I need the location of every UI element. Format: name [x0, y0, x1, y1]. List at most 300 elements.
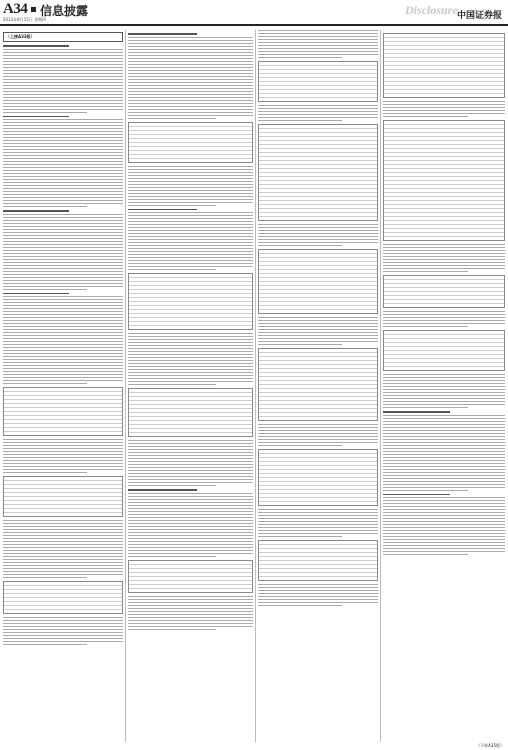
text-line — [128, 94, 253, 95]
text-line — [128, 37, 253, 38]
text-line — [128, 614, 253, 615]
text-line — [258, 54, 378, 55]
text-line — [128, 236, 253, 237]
text-line — [3, 283, 123, 284]
text-line — [383, 113, 505, 114]
text-line — [128, 473, 253, 474]
text-line — [128, 336, 253, 337]
text-line — [383, 536, 505, 537]
text-line — [258, 599, 378, 600]
text-line — [383, 101, 505, 102]
page-number: A34 — [3, 1, 28, 17]
text-line — [3, 137, 123, 138]
continuation-note: （上接A33版） — [6, 34, 35, 39]
text-line — [3, 617, 123, 618]
text-line — [128, 269, 216, 270]
text-line — [383, 386, 505, 387]
text-line — [3, 383, 87, 384]
text-line — [3, 359, 123, 360]
text-line — [128, 366, 253, 367]
article-columns — [3, 30, 505, 742]
text-line — [128, 115, 253, 116]
text-line — [3, 286, 123, 287]
text-line — [128, 82, 253, 83]
text-line — [3, 547, 123, 548]
text-line — [3, 274, 123, 275]
text-line — [3, 200, 123, 201]
text-line — [128, 76, 253, 77]
text-line — [3, 353, 123, 354]
data-table — [383, 275, 505, 308]
page-header — [0, 0, 508, 26]
text-line — [383, 512, 505, 513]
text-line — [3, 79, 123, 80]
text-line — [3, 73, 123, 74]
text-line — [3, 143, 123, 144]
text-line — [258, 515, 378, 516]
text-line — [3, 58, 123, 59]
text-line — [128, 520, 253, 521]
text-line — [128, 455, 253, 456]
text-line — [128, 623, 253, 624]
text-line — [3, 161, 123, 162]
text-line — [383, 460, 505, 461]
text-line — [258, 584, 378, 585]
text-line — [128, 629, 216, 630]
text-line — [3, 256, 123, 257]
data-table — [128, 273, 253, 330]
text-line — [258, 530, 378, 531]
text-line — [3, 203, 123, 204]
text-line — [128, 360, 253, 361]
text-line — [128, 541, 253, 542]
text-line — [258, 227, 378, 228]
text-line — [3, 523, 123, 524]
text-line — [258, 518, 378, 519]
text-line — [383, 326, 468, 327]
text-line — [3, 296, 123, 297]
text-line — [3, 197, 123, 198]
text-line — [128, 544, 253, 545]
text-line — [128, 508, 253, 509]
text-line — [258, 233, 378, 234]
text-line — [3, 368, 123, 369]
text-line — [383, 244, 505, 245]
text-line — [258, 439, 378, 440]
text-line — [128, 354, 253, 355]
data-table — [258, 540, 378, 581]
subheading-line — [3, 45, 69, 47]
text-line — [258, 533, 378, 534]
text-line — [383, 469, 505, 470]
data-table — [383, 120, 505, 241]
text-line — [258, 117, 378, 118]
subheading-line — [3, 293, 69, 295]
text-line — [3, 182, 123, 183]
text-line — [383, 421, 505, 422]
text-line — [383, 487, 505, 488]
text-line — [3, 265, 123, 266]
text-line — [383, 430, 505, 431]
text-line — [258, 30, 378, 31]
text-line — [3, 112, 87, 113]
text-line — [3, 565, 123, 566]
text-line — [3, 64, 123, 65]
issue-date: 2013年8月15日 星期四 — [3, 17, 47, 22]
text-line — [3, 535, 123, 536]
text-line — [3, 262, 123, 263]
text-line — [258, 427, 378, 428]
text-line — [128, 169, 253, 170]
text-line — [3, 320, 123, 321]
text-line — [258, 57, 342, 58]
text-line — [3, 341, 123, 342]
text-line — [383, 490, 468, 491]
text-line — [3, 185, 123, 186]
text-line — [128, 482, 253, 483]
text-line — [383, 433, 505, 434]
text-line — [383, 104, 505, 105]
text-line — [3, 250, 123, 251]
text-line — [383, 395, 505, 396]
text-line — [383, 451, 505, 452]
text-column-4 — [383, 30, 505, 742]
text-line — [3, 206, 87, 207]
text-line — [128, 181, 253, 182]
text-line — [3, 335, 123, 336]
table-row — [259, 310, 377, 313]
text-line — [3, 571, 123, 572]
text-line — [3, 76, 123, 77]
data-table — [258, 124, 378, 221]
text-line — [3, 302, 123, 303]
text-line — [3, 152, 123, 153]
text-line — [3, 577, 87, 578]
text-line — [3, 362, 123, 363]
text-line — [258, 323, 378, 324]
text-line — [258, 596, 378, 597]
text-line — [128, 384, 216, 385]
section-title: 信息披露 — [40, 4, 89, 18]
text-line — [3, 442, 123, 443]
continuation-box — [3, 32, 123, 42]
text-line — [128, 227, 253, 228]
text-line — [128, 166, 253, 167]
table-row — [384, 94, 504, 97]
text-line — [3, 454, 123, 455]
text-line — [383, 404, 505, 405]
text-line — [3, 158, 123, 159]
text-line — [128, 502, 253, 503]
text-line — [3, 299, 123, 300]
text-line — [383, 554, 468, 555]
text-line — [258, 48, 378, 49]
text-line — [383, 247, 505, 248]
text-line — [258, 593, 378, 594]
text-line — [383, 398, 505, 399]
text-line — [128, 263, 253, 264]
text-line — [3, 632, 123, 633]
text-line — [3, 314, 123, 315]
text-line — [128, 493, 253, 494]
text-line — [128, 70, 253, 71]
text-line — [128, 333, 253, 334]
square-bullet-icon — [31, 7, 36, 12]
text-line — [383, 545, 505, 546]
text-line — [128, 440, 253, 441]
text-line — [3, 67, 123, 68]
text-line — [3, 259, 123, 260]
text-line — [258, 341, 378, 342]
text-line — [128, 505, 253, 506]
text-line — [383, 509, 505, 510]
text-line — [128, 230, 253, 231]
text-line — [3, 329, 123, 330]
text-line — [258, 524, 378, 525]
table-row — [259, 577, 377, 580]
text-line — [383, 268, 505, 269]
text-line — [3, 326, 123, 327]
text-line — [258, 326, 378, 327]
text-line — [128, 175, 253, 176]
text-line — [258, 230, 378, 231]
text-line — [383, 539, 505, 540]
data-table — [383, 330, 505, 371]
data-table — [258, 61, 378, 102]
text-line — [383, 506, 505, 507]
text-line — [128, 596, 253, 597]
text-line — [383, 454, 505, 455]
text-line — [383, 250, 505, 251]
text-line — [383, 271, 468, 272]
text-line — [258, 39, 378, 40]
subheading-line — [128, 209, 197, 211]
text-line — [383, 107, 505, 108]
text-line — [3, 305, 123, 306]
text-line — [128, 260, 253, 261]
newspaper-logo: 中国证券报 — [456, 11, 502, 21]
text-line — [3, 146, 123, 147]
text-line — [383, 530, 505, 531]
text-line — [128, 470, 253, 471]
text-line — [128, 103, 253, 104]
text-line — [3, 550, 123, 551]
text-line — [3, 439, 123, 440]
text-line — [383, 407, 468, 408]
subheading-line — [383, 494, 450, 496]
text-line — [383, 503, 505, 504]
text-line — [3, 52, 123, 53]
text-line — [128, 43, 253, 44]
text-line — [3, 380, 123, 381]
text-line — [128, 461, 253, 462]
text-line — [3, 344, 123, 345]
text-line — [3, 638, 123, 639]
text-line — [3, 377, 123, 378]
text-line — [3, 466, 123, 467]
text-line — [258, 590, 378, 591]
text-line — [383, 497, 505, 498]
text-line — [3, 232, 123, 233]
text-line — [128, 620, 253, 621]
text-line — [3, 164, 123, 165]
text-line — [383, 323, 505, 324]
text-line — [128, 100, 253, 101]
text-line — [3, 49, 123, 50]
text-line — [258, 509, 378, 510]
text-line — [383, 466, 505, 467]
text-line — [128, 233, 253, 234]
text-line — [383, 524, 505, 525]
text-line — [258, 605, 342, 606]
text-line — [128, 553, 253, 554]
text-line — [258, 335, 378, 336]
text-line — [383, 445, 505, 446]
text-line — [3, 568, 123, 569]
text-line — [258, 445, 342, 446]
text-line — [383, 424, 505, 425]
text-line — [383, 518, 505, 519]
text-column-2 — [128, 30, 253, 742]
text-line — [383, 418, 505, 419]
text-line — [383, 457, 505, 458]
table-row — [384, 367, 504, 370]
text-line — [3, 94, 123, 95]
text-line — [3, 173, 123, 174]
text-line — [128, 556, 216, 557]
data-table — [128, 122, 253, 163]
continued-note: （下转A35版） — [476, 743, 504, 748]
text-line — [3, 472, 87, 473]
text-line — [3, 226, 123, 227]
text-line — [128, 608, 253, 609]
text-line — [383, 401, 505, 402]
text-line — [3, 244, 123, 245]
text-line — [3, 229, 123, 230]
text-line — [3, 109, 123, 110]
text-line — [128, 496, 253, 497]
text-line — [128, 514, 253, 515]
text-line — [383, 110, 505, 111]
text-line — [128, 605, 253, 606]
text-line — [128, 64, 253, 65]
text-line — [128, 357, 253, 358]
text-line — [258, 108, 378, 109]
text-line — [128, 523, 253, 524]
text-line — [128, 369, 253, 370]
text-line — [3, 241, 123, 242]
text-line — [3, 460, 123, 461]
text-line — [258, 239, 378, 240]
text-line — [258, 236, 378, 237]
text-line — [128, 221, 253, 222]
subheading-line — [3, 210, 69, 212]
text-line — [3, 562, 123, 563]
text-line — [383, 415, 505, 416]
text-line — [128, 215, 253, 216]
text-line — [3, 374, 123, 375]
text-line — [258, 329, 378, 330]
text-line — [3, 451, 123, 452]
text-line — [128, 109, 253, 110]
text-line — [128, 187, 253, 188]
text-line — [3, 70, 123, 71]
text-line — [3, 541, 123, 542]
text-line — [128, 526, 253, 527]
text-line — [3, 323, 123, 324]
text-line — [383, 259, 505, 260]
text-line — [3, 526, 123, 527]
text-line — [258, 245, 342, 246]
text-line — [3, 559, 123, 560]
text-line — [128, 49, 253, 50]
text-line — [128, 446, 253, 447]
text-line — [3, 91, 123, 92]
text-line — [383, 380, 505, 381]
text-line — [128, 617, 253, 618]
text-line — [128, 345, 253, 346]
text-line — [258, 338, 378, 339]
text-line — [3, 463, 123, 464]
text-line — [383, 533, 505, 534]
text-line — [3, 626, 123, 627]
data-table — [258, 449, 378, 506]
table-row — [4, 610, 122, 613]
text-line — [128, 381, 253, 382]
text-line — [258, 527, 378, 528]
text-line — [3, 529, 123, 530]
text-line — [258, 33, 378, 34]
text-line — [128, 464, 253, 465]
text-line — [128, 172, 253, 173]
text-line — [383, 481, 505, 482]
text-line — [128, 199, 253, 200]
text-line — [128, 467, 253, 468]
text-line — [128, 73, 253, 74]
text-line — [128, 511, 253, 512]
text-line — [128, 97, 253, 98]
text-line — [128, 58, 253, 59]
text-line — [128, 485, 216, 486]
text-line — [3, 82, 123, 83]
text-line — [383, 442, 505, 443]
text-line — [128, 196, 253, 197]
text-line — [3, 448, 123, 449]
text-line — [128, 339, 253, 340]
text-line — [383, 256, 505, 257]
text-line — [128, 351, 253, 352]
text-line — [383, 527, 505, 528]
text-line — [3, 106, 123, 107]
text-line — [3, 125, 123, 126]
text-line — [128, 599, 253, 600]
text-line — [128, 112, 253, 113]
text-line — [128, 443, 253, 444]
table-row — [384, 304, 504, 307]
text-line — [3, 356, 123, 357]
text-line — [258, 512, 378, 513]
text-line — [3, 332, 123, 333]
table-row — [129, 589, 252, 592]
text-line — [128, 538, 253, 539]
text-line — [3, 214, 123, 215]
text-line — [3, 317, 123, 318]
table-row — [129, 159, 252, 162]
text-line — [3, 176, 123, 177]
text-line — [3, 457, 123, 458]
text-line — [128, 85, 253, 86]
text-line — [258, 45, 378, 46]
